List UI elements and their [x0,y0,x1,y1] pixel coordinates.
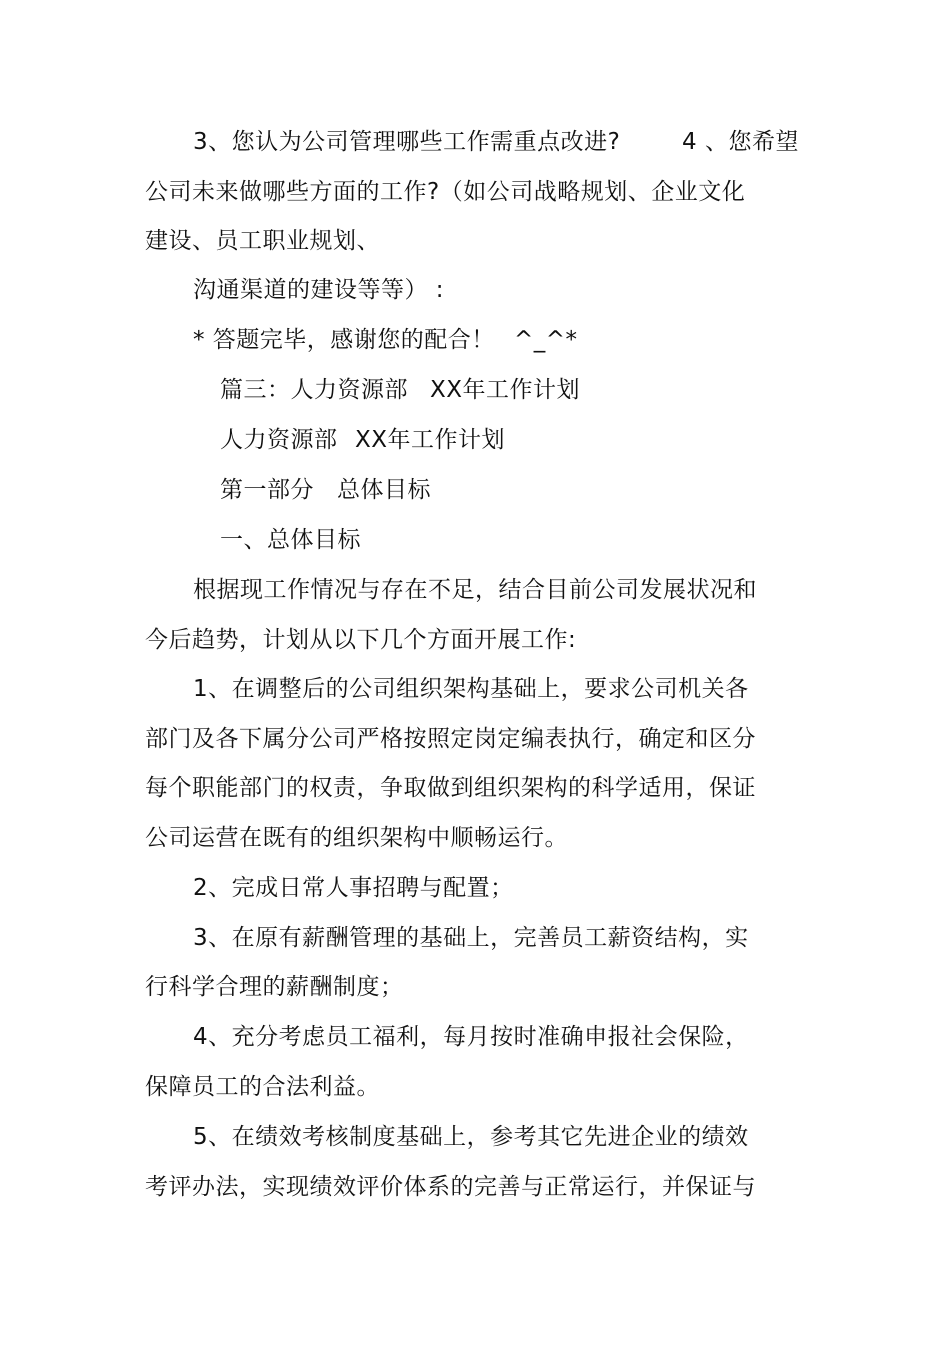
text-line: ^_^* [514,327,578,353]
section-heading: 篇三：人力资源部 [220,377,408,403]
text-line: 考评办法，实现绩效评价体系的完善与正常运行，并保证与 [145,1174,756,1200]
text-line: 部门及各下属分公司严格按照定岗定编表执行，确定和区分 [145,726,756,752]
section-heading: XX年工作计划 [430,377,581,403]
text-line: * 答题完毕，感谢您的配合！ [193,327,495,353]
text-line: 5、在绩效考核制度基础上，参考其它先进企业的绩效 [193,1124,749,1150]
text-line: 建设、员工职业规划、 [145,228,380,254]
text-line: 3、在原有薪酬管理的基础上，完善员工薪资结构，实 [193,925,749,951]
text-line: 4 、您希望 [682,129,799,155]
text-line: 4、充分考虑员工福利，每月按时准确申报社会保险， [193,1024,749,1050]
document-title: 人力资源部 [220,427,338,453]
text-line: 每个职能部门的权责，争取做到组织架构的科学适用，保证 [145,775,756,801]
subsection-heading: 一、总体目标 [220,527,361,553]
text-line: 3、您认为公司管理哪些工作需重点改进? [193,129,621,155]
part-heading: 第一部分 [220,477,314,503]
text-line: 公司未来做哪些方面的工作?（如公司战略规划、企业文化 [145,179,746,205]
text-line: 1、在调整后的公司组织架构基础上，要求公司机关各 [193,676,749,702]
part-heading: 总体目标 [337,477,431,503]
text-line: 2、完成日常人事招聘与配置； [193,875,514,901]
text-line: 根据现工作情况与存在不足，结合目前公司发展状况和 [193,577,757,603]
text-line: 保障员工的合法利益。 [145,1074,380,1100]
text-line: 行科学合理的薪酬制度； [145,974,404,1000]
document-title: XX年工作计划 [355,427,506,453]
text-line: 公司运营在既有的组织架构中顺畅运行。 [145,825,568,851]
text-line: 沟通渠道的建设等等） : [193,277,445,303]
text-line: 今后趋势，计划从以下几个方面开展工作: [145,627,577,653]
